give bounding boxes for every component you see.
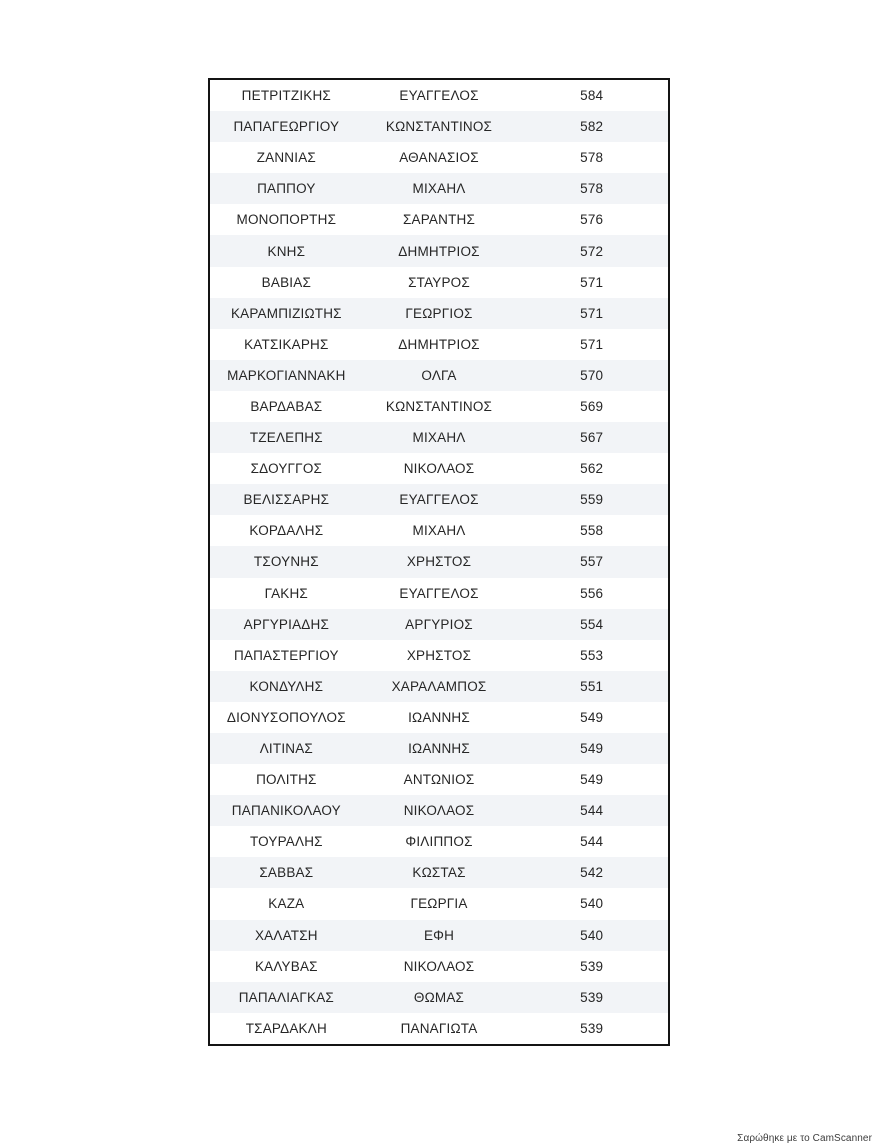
last-name-cell: ΚΑΤΣΙΚΑΡΗΣ [244, 336, 329, 352]
table-row [210, 795, 668, 826]
last-name-cell: ΤΣΟΥΝΗΣ [253, 554, 319, 570]
table-row [210, 391, 668, 422]
first-name-cell: ΑΡΓΥΡΙΟΣ [405, 616, 473, 632]
last-name-cell: ΧΑΛΑΤΣΗ [254, 927, 318, 943]
last-name-cell: ΤΣΑΡΔΑΚΛΗ [245, 1020, 327, 1036]
first-name-cell: ΟΛΓΑ [421, 367, 457, 383]
last-name-cell: ΠΑΠΑΝΙΚΟΛΑΟΥ [231, 803, 341, 819]
table-row [210, 142, 668, 173]
score-cell: 570 [580, 367, 604, 383]
score-cell: 540 [580, 896, 604, 912]
table-row [210, 329, 668, 360]
last-name-cell: ΠΟΛΙΤΗΣ [256, 772, 317, 788]
table-row [210, 764, 668, 795]
first-name-cell: ΑΘΑΝΑΣΙΟΣ [399, 150, 479, 166]
last-name-cell: ΚΟΡΔΑΛΗΣ [249, 523, 324, 539]
table-row [210, 826, 668, 857]
score-cell: 549 [580, 709, 604, 725]
first-name-cell: ΦΙΛΙΠΠΟΣ [405, 834, 473, 850]
table-row [210, 671, 668, 702]
table-row [210, 1013, 668, 1044]
score-cell: 578 [580, 181, 604, 197]
last-name-cell: ΖΑΝΝΙΑΣ [256, 150, 316, 166]
score-cell: 562 [580, 461, 604, 477]
first-name-cell: ΧΑΡΑΛΑΜΠΟΣ [391, 678, 487, 694]
first-name-cell: ΝΙΚΟΛΑΟΣ [403, 461, 475, 477]
table-row [210, 453, 668, 484]
table-row [210, 702, 668, 733]
first-name-cell: ΔΗΜΗΤΡΙΟΣ [398, 243, 480, 259]
first-name-cell: ΓΕΩΡΓΙΟΣ [405, 305, 473, 321]
score-cell: 544 [580, 834, 604, 850]
last-name-cell: ΚΑΡΑΜΠΙΖΙΩΤΗΣ [230, 305, 342, 321]
score-cell: 549 [580, 772, 604, 788]
last-name-cell: ΓΑΚΗΣ [264, 585, 308, 601]
last-name-cell: ΠΑΠΠΟΥ [257, 181, 316, 197]
first-name-cell: ΚΩΝΣΤΑΝΤΙΝΟΣ [385, 398, 493, 414]
table-row [210, 360, 668, 391]
last-name-cell: ΒΑΒΙΑΣ [261, 274, 311, 290]
table-row [210, 515, 668, 546]
first-name-cell: ΝΙΚΟΛΑΟΣ [403, 958, 475, 974]
first-name-cell: ΣΤΑΥΡΟΣ [408, 274, 470, 290]
camscanner-watermark: Σαρώθηκε με το CamScanner [737, 1133, 872, 1144]
table-row [210, 733, 668, 764]
score-cell: 540 [580, 927, 604, 943]
table-row [210, 920, 668, 951]
last-name-cell: ΒΑΡΔΑΒΑΣ [250, 398, 323, 414]
score-cell: 539 [580, 989, 604, 1005]
score-cell: 553 [580, 647, 604, 663]
last-name-cell: ΚΟΝΔΥΛΗΣ [249, 678, 324, 694]
score-cell: 558 [580, 523, 604, 539]
first-name-cell: ΚΩΝΣΤΑΝΤΙΝΟΣ [385, 119, 493, 135]
first-name-cell: ΓΕΩΡΓΙΑ [410, 896, 468, 912]
first-name-cell: ΕΥΑΓΓΕΛΟΣ [399, 88, 479, 104]
score-cell: 549 [580, 741, 604, 757]
score-cell: 539 [580, 1020, 604, 1036]
first-name-cell: ΕΥΑΓΓΕΛΟΣ [399, 492, 479, 508]
table-row [210, 235, 668, 266]
table-row [210, 204, 668, 235]
score-cell: 578 [580, 150, 604, 166]
score-cell: 557 [580, 554, 604, 570]
score-cell: 576 [580, 212, 604, 228]
last-name-cell: ΚΑΖΑ [268, 896, 305, 912]
first-name-cell: ΚΩΣΤΑΣ [412, 865, 466, 881]
table-row [210, 111, 668, 142]
first-name-cell: ΣΑΡΑΝΤΗΣ [402, 212, 476, 228]
table-row [210, 173, 668, 204]
last-name-cell: ΠΑΠΑΣΤΕΡΓΙΟΥ [233, 647, 339, 663]
first-name-cell: ΜΙΧΑΗΛ [412, 181, 466, 197]
last-name-cell: ΒΕΛΙΣΣΑΡΗΣ [243, 492, 330, 508]
last-name-cell: ΚΝΗΣ [267, 243, 306, 259]
table-row [210, 484, 668, 515]
first-name-cell: ΘΩΜΑΣ [413, 989, 465, 1005]
last-name-cell: ΠΕΤΡΙΤΖΙΚΗΣ [241, 88, 331, 104]
table-row [210, 857, 668, 888]
last-name-cell: ΣΔΟΥΓΓΟΣ [250, 461, 323, 477]
table-row [210, 80, 668, 111]
last-name-cell: ΜΑΡΚΟΓΙΑΝΝΑΚΗ [227, 367, 346, 383]
first-name-cell: ΧΡΗΣΤΟΣ [406, 554, 472, 570]
score-cell: 539 [580, 958, 604, 974]
first-name-cell: ΙΩΑΝΝΗΣ [408, 741, 470, 757]
score-cell: 551 [580, 678, 604, 694]
score-cell: 567 [580, 430, 604, 446]
last-name-cell: ΜΟΝΟΠΟΡΤΗΣ [236, 212, 337, 228]
score-cell: 569 [580, 398, 604, 414]
table-row [210, 888, 668, 919]
table-row [210, 982, 668, 1013]
score-cell: 571 [580, 274, 604, 290]
last-name-cell: ΚΑΛΥΒΑΣ [254, 958, 318, 974]
last-name-cell: ΠΑΠΑΓΕΩΡΓΙΟΥ [233, 119, 340, 135]
score-cell: 556 [580, 585, 604, 601]
first-name-cell: ΜΙΧΑΗΛ [412, 430, 466, 446]
table-row [210, 951, 668, 982]
first-name-cell: ΜΙΧΑΗΛ [412, 523, 466, 539]
score-cell: 571 [580, 336, 604, 352]
last-name-cell: ΤΖΕΛΕΠΗΣ [249, 430, 323, 446]
last-name-cell: ΣΑΒΒΑΣ [259, 865, 314, 881]
first-name-cell: ΔΗΜΗΤΡΙΟΣ [398, 336, 480, 352]
first-name-cell: ΕΥΑΓΓΕΛΟΣ [399, 585, 479, 601]
score-cell: 554 [580, 616, 604, 632]
table-row [210, 578, 668, 609]
first-name-cell: ΠΑΝΑΓΙΩΤΑ [400, 1020, 478, 1036]
score-cell: 584 [580, 88, 604, 104]
score-cell: 572 [580, 243, 604, 259]
table-row [210, 422, 668, 453]
first-name-cell: ΝΙΚΟΛΑΟΣ [403, 803, 475, 819]
table-row [210, 640, 668, 671]
table-row [210, 546, 668, 577]
table-row [210, 609, 668, 640]
last-name-cell: ΠΑΠΑΛΙΑΓΚΑΣ [238, 989, 334, 1005]
results-table [208, 78, 670, 1046]
score-cell: 559 [580, 492, 604, 508]
score-cell: 582 [580, 119, 604, 135]
first-name-cell: ΙΩΑΝΝΗΣ [408, 709, 470, 725]
last-name-cell: ΤΟΥΡΑΛΗΣ [249, 834, 323, 850]
table-row [210, 298, 668, 329]
score-cell: 544 [580, 803, 604, 819]
table-row [210, 267, 668, 298]
last-name-cell: ΔΙΟΝΥΣΟΠΟΥΛΟΣ [226, 709, 346, 725]
score-cell: 542 [580, 865, 604, 881]
first-name-cell: ΑΝΤΩΝΙΟΣ [403, 772, 475, 788]
score-cell: 571 [580, 305, 604, 321]
last-name-cell: ΑΡΓΥΡΙΑΔΗΣ [243, 616, 329, 632]
first-name-cell: ΕΦΗ [423, 927, 455, 943]
last-name-cell: ΛΙΤΙΝΑΣ [259, 741, 313, 757]
first-name-cell: ΧΡΗΣΤΟΣ [406, 647, 472, 663]
